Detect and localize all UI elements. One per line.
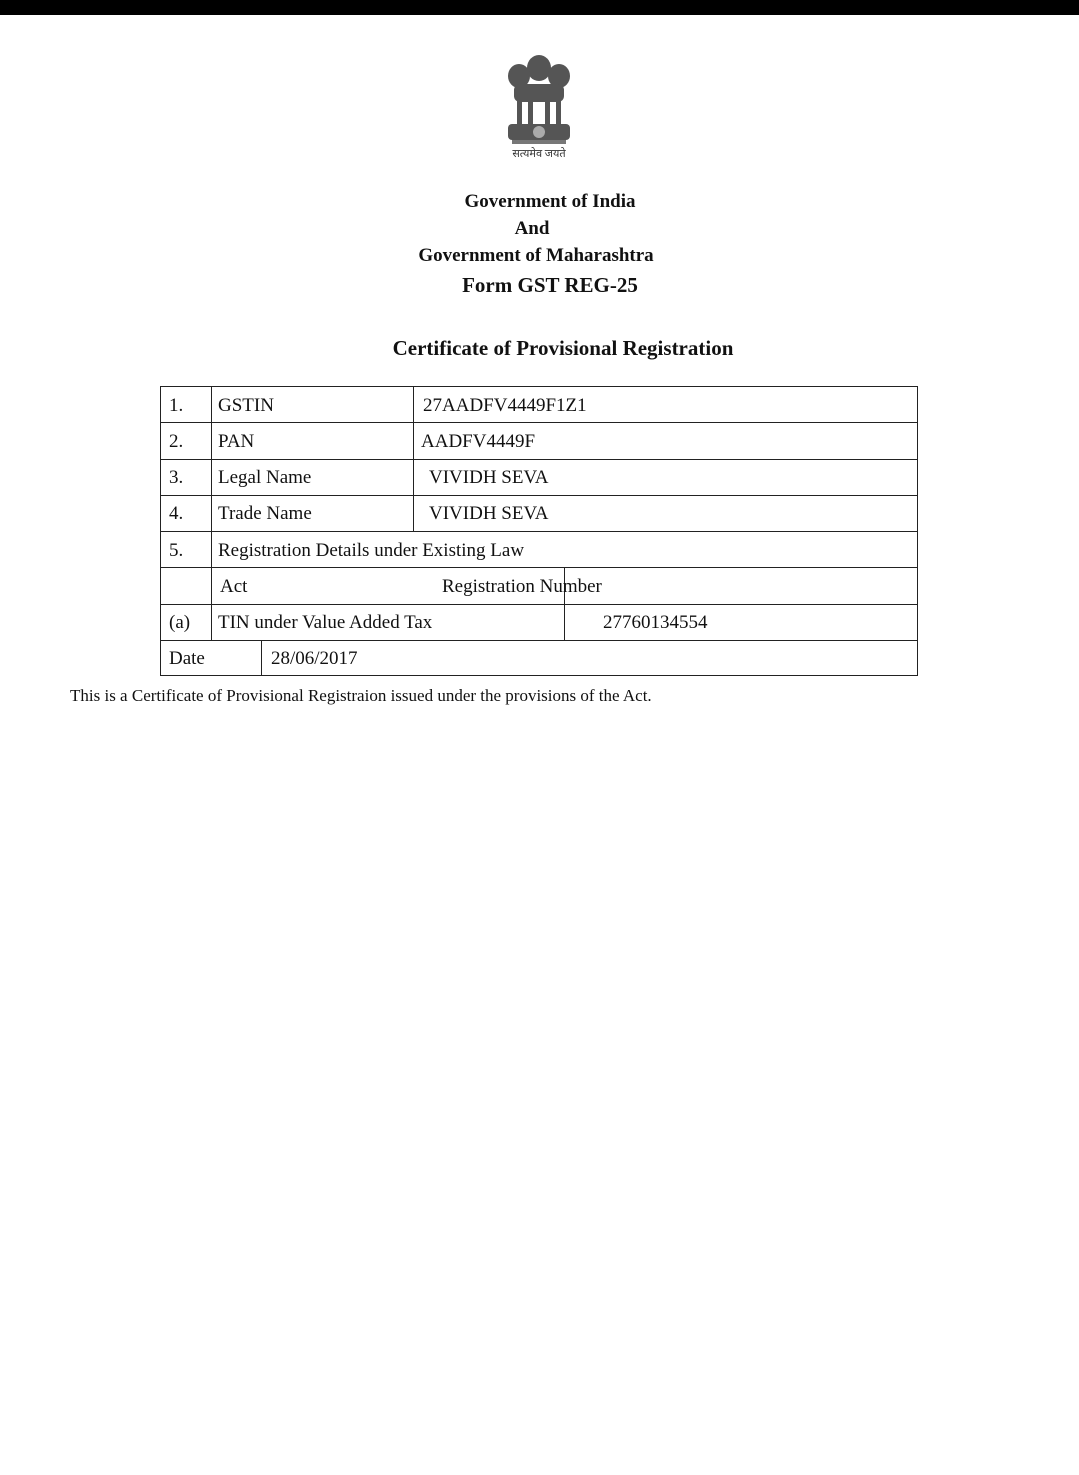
row-number: 1. (169, 395, 184, 416)
act-header: Act (220, 576, 248, 597)
row-label: Legal Name (218, 467, 312, 488)
emblem-motto: सत्यमेव जयते (512, 148, 566, 160)
row-label: Trade Name (218, 503, 312, 524)
row-number: 2. (169, 431, 184, 452)
row-number: 5. (169, 540, 184, 561)
row-value: VIVIDH SEVA (429, 467, 549, 488)
row-label: PAN (218, 431, 255, 452)
row-value: AADFV4449F (421, 431, 536, 452)
heading-government-of-maharashtra: Government of Maharashtra (418, 245, 654, 266)
row-value: 27AADFV4449F1Z1 (423, 395, 587, 416)
row-label: GSTIN (218, 395, 274, 416)
registration-table (160, 386, 918, 676)
certificate-title: Certificate of Provisional Registration (392, 336, 734, 360)
row-number: (a) (169, 612, 191, 633)
row-label: Registration Details under Existing Law (218, 540, 525, 561)
registration-number-value: 27760134554 (603, 612, 708, 633)
registration-number-header: Registration Number (442, 576, 602, 597)
row-value: VIVIDH SEVA (429, 503, 549, 524)
row-number: 4. (169, 503, 184, 524)
date-value: 28/06/2017 (271, 648, 358, 669)
date-label: Date (169, 648, 205, 669)
footer-note: This is a Certificate of Provisional Registraion issued under the provisions of the Act. (70, 686, 652, 705)
row-number: 3. (169, 467, 184, 488)
top-bar (0, 0, 1079, 15)
act-value: TIN under Value Added Tax (218, 612, 433, 633)
form-title: Form GST REG-25 (462, 273, 638, 297)
heading-and: And (514, 218, 550, 239)
heading-government-of-india: Government of India (464, 191, 636, 212)
